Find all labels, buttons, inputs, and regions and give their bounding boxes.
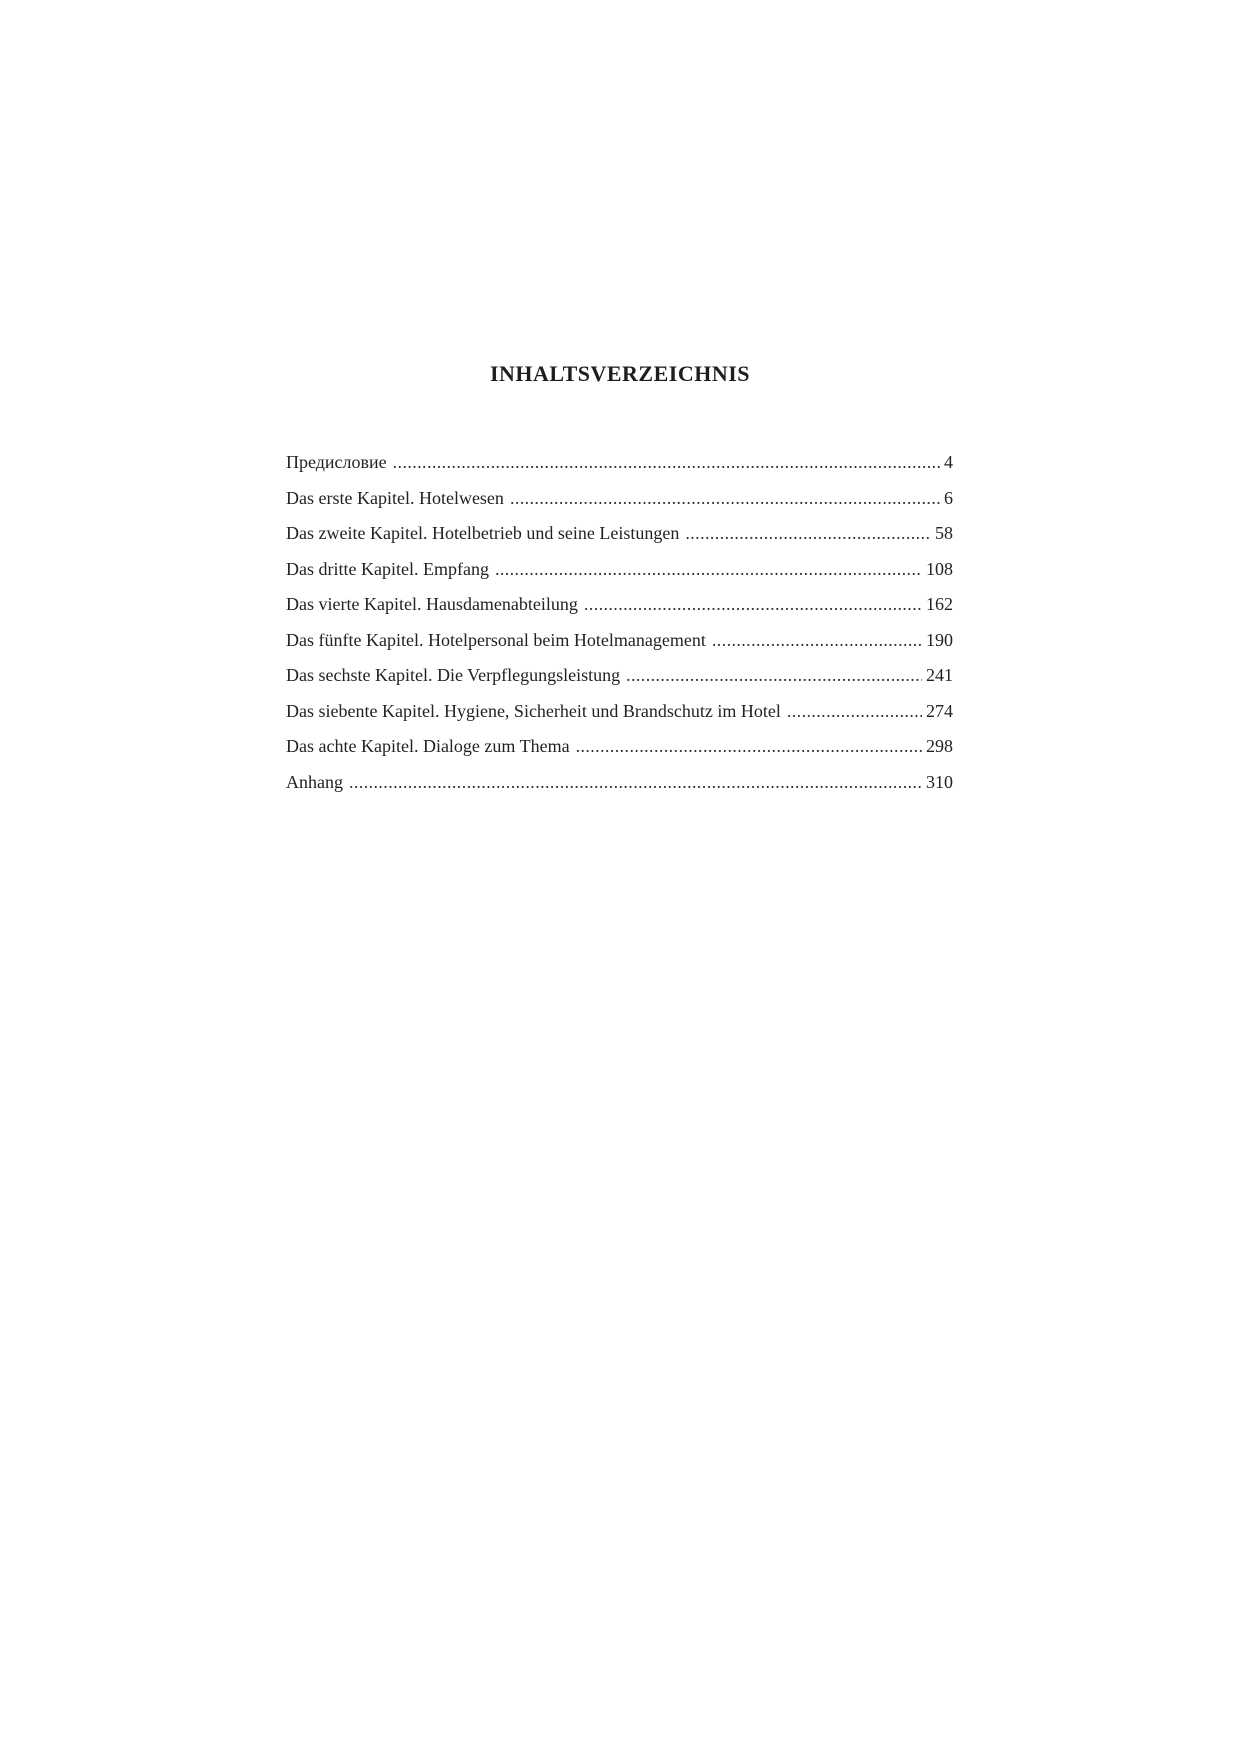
toc-page-number: 274 [926, 700, 953, 721]
dot-leader [393, 451, 940, 473]
toc-entry [286, 451, 953, 487]
toc-entry-title: Das vierte Kapitel. Hausdamenabteilung [286, 594, 578, 614]
toc-page-number: 108 [926, 558, 953, 579]
dot-leader [584, 593, 922, 615]
toc-entry [286, 735, 953, 771]
dot-leader [576, 735, 922, 757]
toc-entry-title: Das achte Kapitel. Dialoge zum Thema [286, 736, 570, 756]
toc-page-number: 298 [926, 736, 953, 756]
dot-leader [712, 629, 922, 651]
toc-entry [286, 664, 953, 700]
toc-page-number: 162 [926, 594, 953, 614]
dot-leader [626, 664, 922, 686]
page-title: INHALTSVERZEICHNIS [489, 361, 751, 386]
dot-leader [349, 771, 922, 793]
dot-leader [495, 558, 922, 580]
table-of-contents [286, 451, 953, 806]
toc-page-number: 241 [926, 665, 953, 685]
toc-page-number: 58 [935, 523, 953, 543]
toc-page-number: 310 [926, 771, 953, 792]
dot-leader [510, 487, 940, 509]
toc-page-number: 6 [944, 487, 953, 508]
toc-entry [286, 593, 953, 629]
dot-leader [787, 700, 922, 722]
toc-entry-title: Das fünfte Kapitel. Hotelpersonal beim Hotelmanagement [286, 629, 706, 650]
toc-entry-title: Das erste Kapitel. Hotelwesen [286, 487, 504, 508]
toc-page-number: 4 [944, 452, 953, 472]
toc-entry [286, 771, 953, 807]
toc-entry [286, 487, 953, 523]
toc-entry-title: Das zweite Kapitel. Hotelbetrieb und seine Leistungen [286, 523, 680, 543]
toc-entry [286, 700, 953, 736]
toc-entry [286, 629, 953, 665]
toc-entry-title: Das siebente Kapitel. Hygiene, Sicherheit und Brandschutz im Hotel [286, 700, 781, 721]
toc-entry-title: Предисловие [286, 452, 387, 472]
toc-entry [286, 558, 953, 594]
toc-entry-title: Anhang [286, 771, 343, 792]
toc-page-number: 190 [926, 629, 953, 650]
toc-entry-title: Das dritte Kapitel. Empfang [286, 558, 489, 579]
dot-leader [685, 522, 931, 544]
toc-entry-title: Das sechste Kapitel. Die Verpflegungsleistung [286, 665, 621, 685]
toc-entry [286, 522, 953, 558]
